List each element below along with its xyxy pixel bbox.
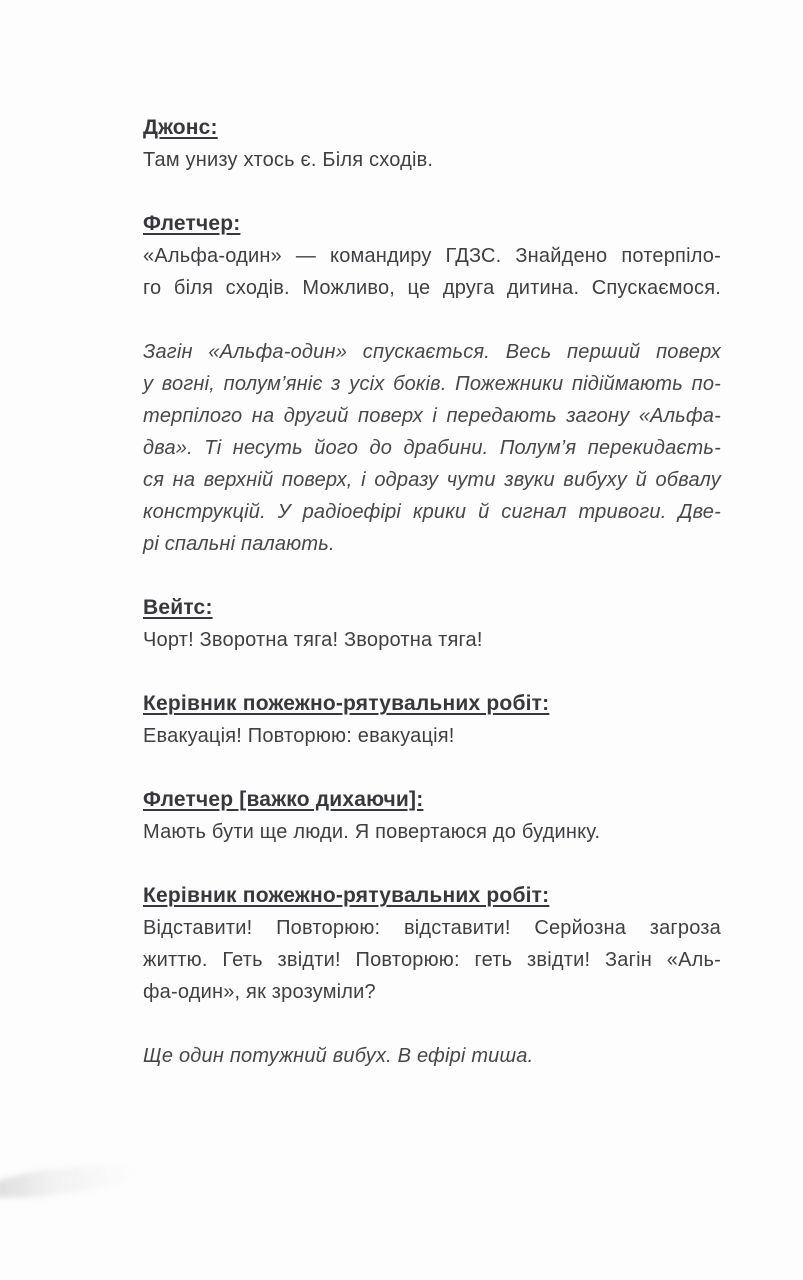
dialogue-line: го біля сходів. Можливо, це друга дитина. Спускаємося.	[143, 277, 721, 299]
stage-direction-2	[143, 1040, 721, 1072]
speaker-name	[143, 784, 721, 816]
dialogue-block-fletcher-2	[143, 784, 721, 848]
dialogue-block-fletcher-1	[143, 208, 721, 304]
stage-direction-line: конструкцій. У радіоефірі крики й сигнал тривоги. Две-	[143, 501, 721, 523]
text-column	[143, 112, 721, 1104]
stage-direction-line: два». Ті несуть його до драбини. Полум’я перекидаєть-	[143, 437, 721, 459]
dialogue-block-waits	[143, 592, 721, 656]
stage-direction-1	[143, 336, 721, 560]
dialogue-block-chief-2	[143, 880, 721, 1008]
page-curl-shadow	[0, 1158, 143, 1203]
speaker-name	[143, 688, 721, 720]
speaker-name-text: Керівник пожежно-рятувальних робіт:	[143, 692, 550, 715]
dialogue-line: Чорт! Зворотна тяга! Зворотна тяга!	[143, 629, 483, 651]
speaker-name-text: Вейтс:	[143, 596, 213, 619]
dialogue-line: Відставити! Повторюю: відставити! Серйозна загроза	[143, 917, 721, 939]
speaker-name-text: Флетчер:	[143, 212, 241, 235]
speaker-name	[143, 112, 721, 144]
dialogue-line: Там унизу хтось є. Біля сходів.	[143, 149, 434, 171]
speaker-name	[143, 880, 721, 912]
stage-direction-line: рі спальні палають.	[143, 533, 335, 555]
stage-direction-line: Ще один потужний вибух. В ефірі тиша.	[143, 1045, 534, 1067]
speaker-name	[143, 208, 721, 240]
speaker-name-text: Керівник пожежно-рятувальних робіт:	[143, 884, 550, 907]
dialogue-line: «Альфа-один» — командиру ГДЗС. Знайдено потерпіло-	[143, 245, 721, 267]
dialogue-line: життю. Геть звідти! Повторюю: геть звідти! Загін «Аль-	[143, 949, 721, 971]
speaker-name-text: Джонс:	[143, 116, 218, 139]
stage-direction-line: у вогні, полум’яніє з усіх боків. Пожежники підіймають по-	[143, 373, 721, 395]
stage-direction-line: ся на верхній поверх, і одразу чути звуки вибуху й обвалу	[143, 469, 721, 491]
dialogue-block-jones	[143, 112, 721, 176]
dialogue-line: фа-один», як зрозуміли?	[143, 981, 376, 1003]
dialogue-line: Евакуація! Повторюю: евакуація!	[143, 725, 455, 747]
speaker-name	[143, 592, 721, 624]
speaker-name-text: Флетчер [важко дихаючи]:	[143, 788, 424, 811]
dialogue-block-chief-1	[143, 688, 721, 752]
stage-direction-line: терпілого на другий поверх і передають загону «Альфа-	[143, 405, 721, 427]
stage-direction-line: Загін «Альфа-один» спускається. Весь перший поверх	[143, 341, 721, 363]
dialogue-line: Мають бути ще люди. Я повертаюся до будинку.	[143, 821, 601, 843]
